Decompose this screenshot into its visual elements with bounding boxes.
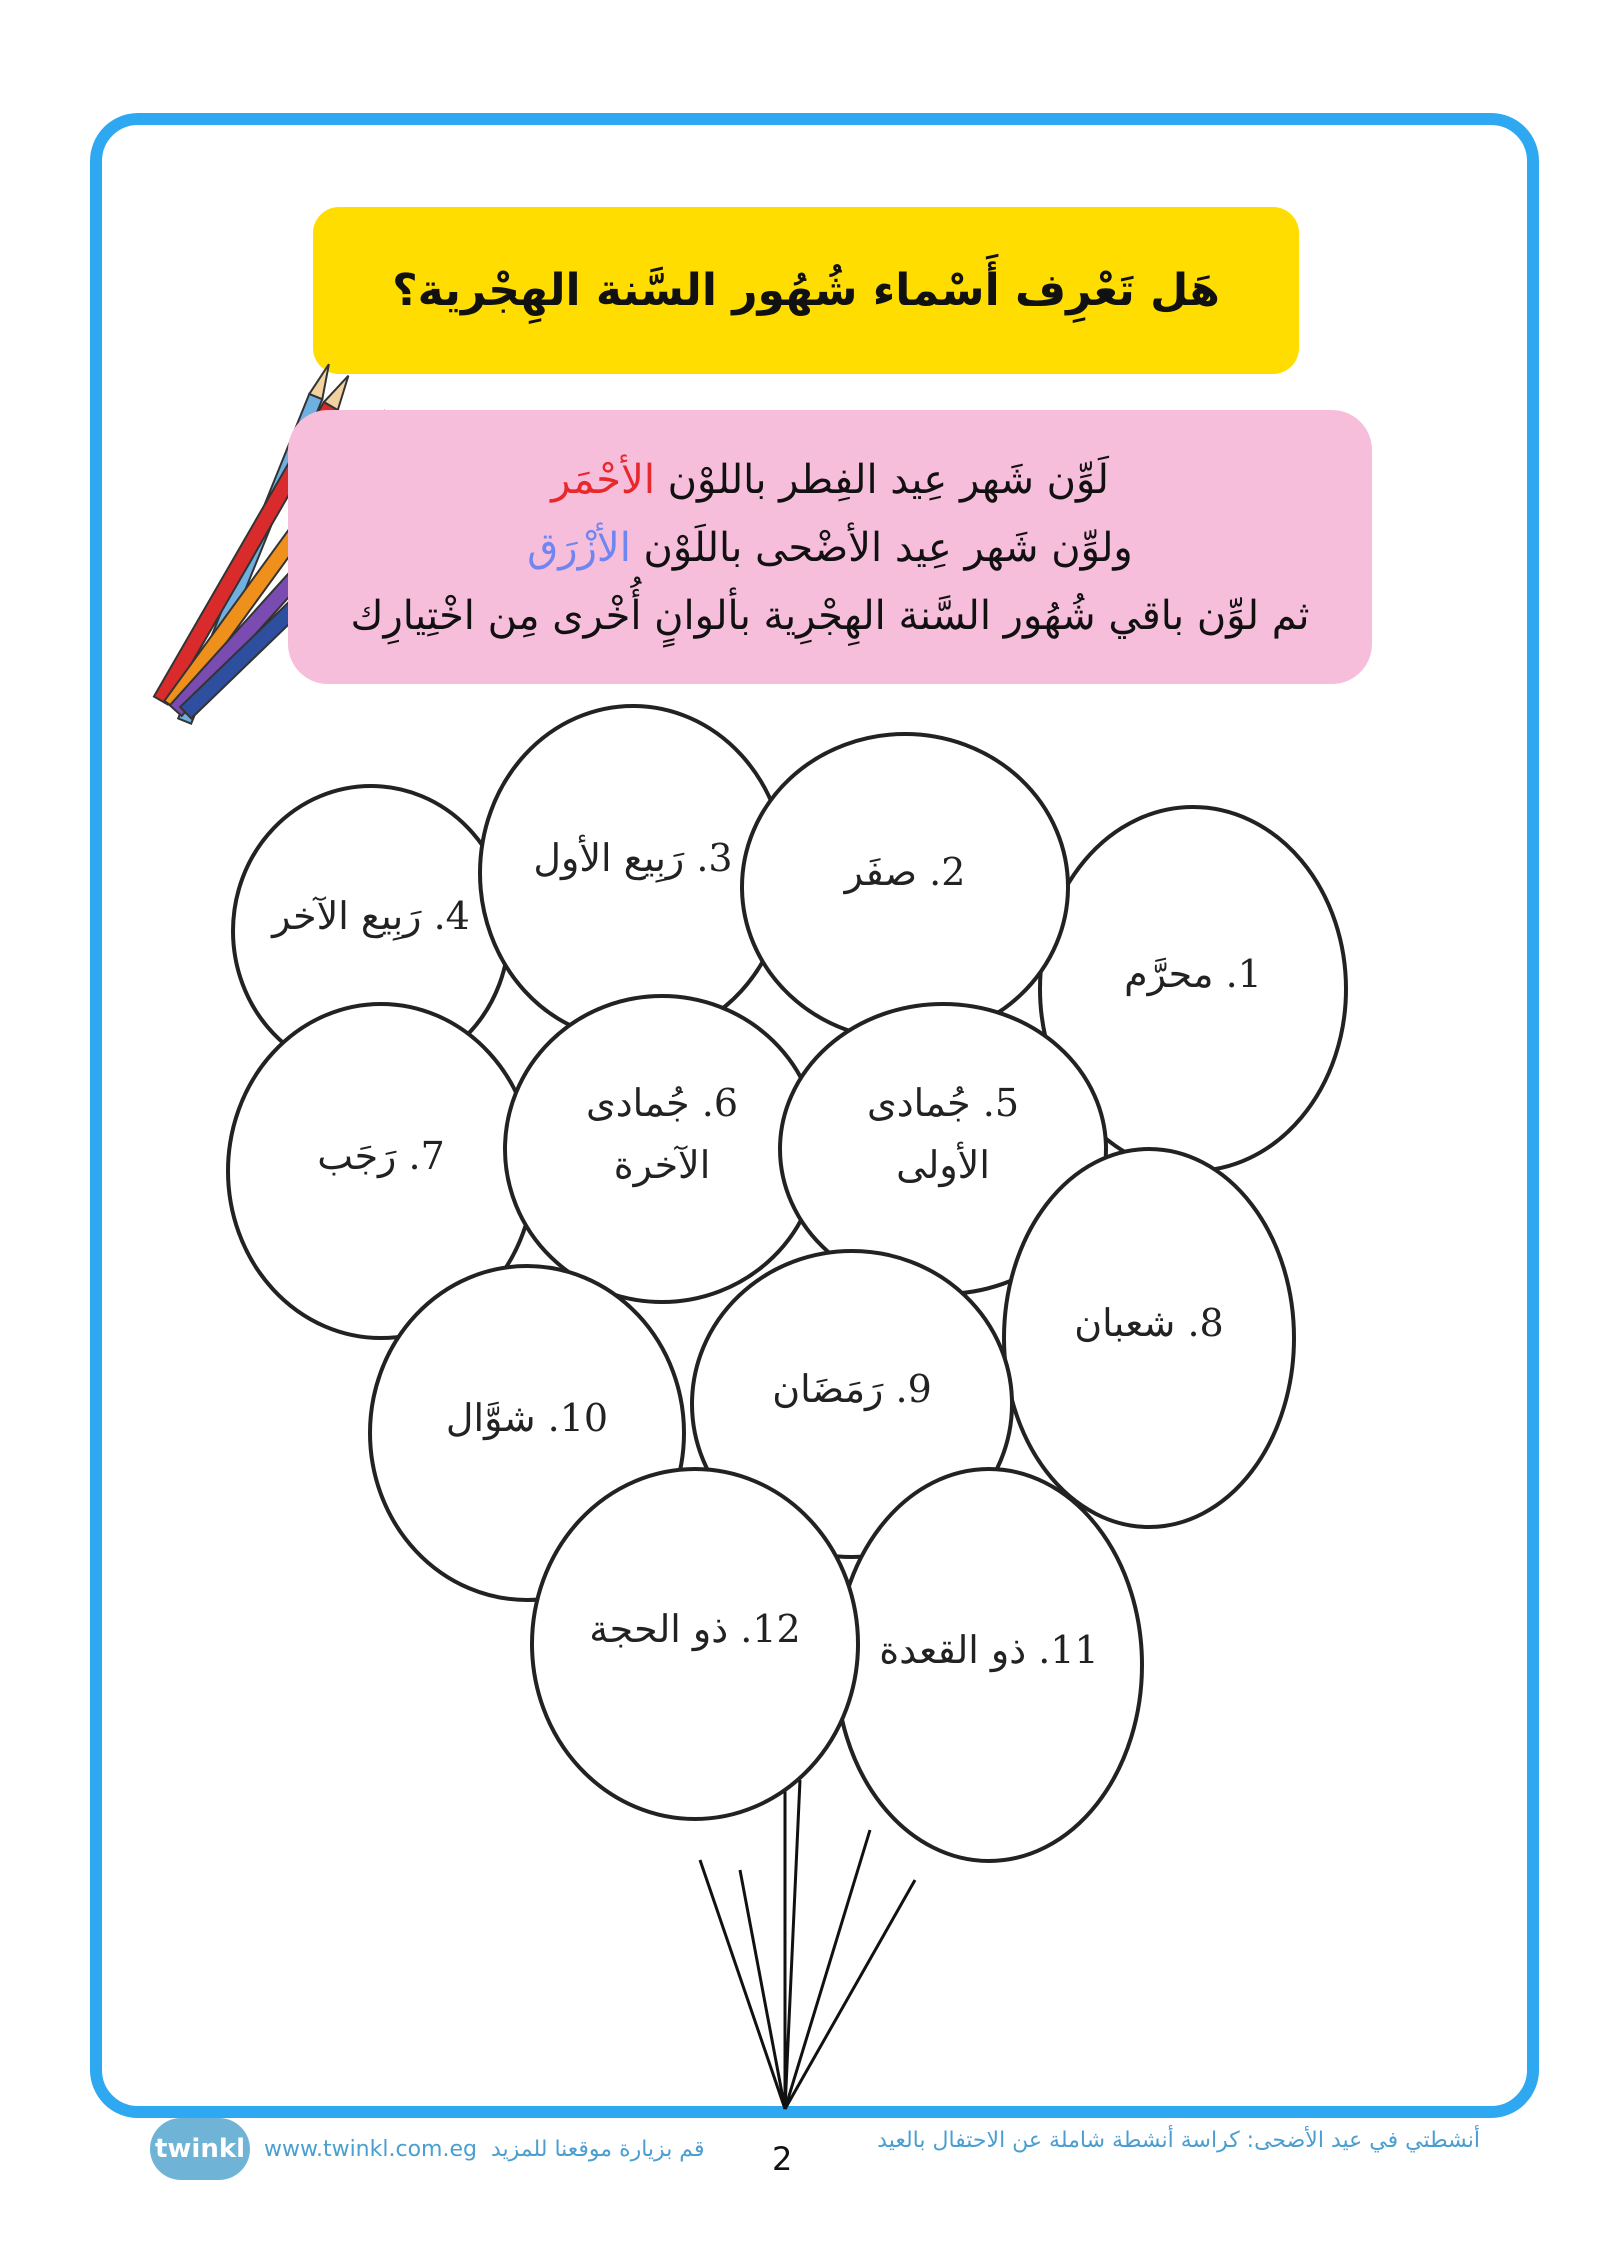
- balloon-label-8: 8. شعبان: [1074, 1301, 1224, 1345]
- visit-text: قم بزيارة موقعنا للمزيد: [490, 2136, 705, 2162]
- blue-color-word: الأزْرَق: [527, 525, 631, 571]
- balloon-label-10: 10. شوَّال: [445, 1396, 609, 1440]
- instruction-text: لَوِّن شَهر عِيد الفِطر باللوْن: [667, 457, 1109, 503]
- footer-branding: [150, 2118, 704, 2180]
- page-number: 2: [772, 2140, 793, 2178]
- logo-text: twinkl: [154, 2134, 246, 2164]
- balloon-label-9: 9. رَمَضَان: [772, 1367, 932, 1411]
- balloon-label-6: 6. جُمادى الآخرة: [585, 1081, 739, 1187]
- balloon-label-1: 1. محرَّم: [1124, 952, 1262, 996]
- balloon-label-12: 12. ذو الحجة: [589, 1607, 801, 1651]
- balloon-label-4: 4. رَبِيع الآخر: [272, 894, 470, 938]
- balloon-label-7: 7. رَجَب: [317, 1134, 445, 1178]
- title-text: هَل تَعْرِف أَسْماء شُهُور السَّنة الهِجْرية؟: [392, 265, 1220, 316]
- twinkl-logo[interactable]: [150, 2118, 250, 2180]
- instruction-line-3: ثم لوِّن باقي شُهُور السَّنة الهِجْرِية بألوانٍ أُخْرى مِن اخْتِيارِك: [350, 593, 1310, 639]
- balloon-label-5: 5. جُمادى الأولى: [866, 1081, 1020, 1187]
- instruction-text: ولوِّن شَهر عِيد الأضْحى باللَوْن: [643, 525, 1133, 571]
- red-color-word: الأحْمَر: [551, 457, 655, 503]
- balloon-label-3: 3. رَبِيع الأول: [533, 836, 733, 880]
- website-link[interactable]: www.twinkl.com.eg: [264, 2136, 477, 2162]
- balloon-label-11: 11. ذو القعدة: [879, 1628, 1099, 1672]
- booklet-title: أنشطتي في عيد الأضحى: كراسة أنشطة شاملة عن الاحتفال بالعيد: [877, 2128, 1480, 2153]
- balloon-label-2: 2. صفَر: [844, 850, 966, 894]
- balloon-strings: [700, 1780, 915, 2109]
